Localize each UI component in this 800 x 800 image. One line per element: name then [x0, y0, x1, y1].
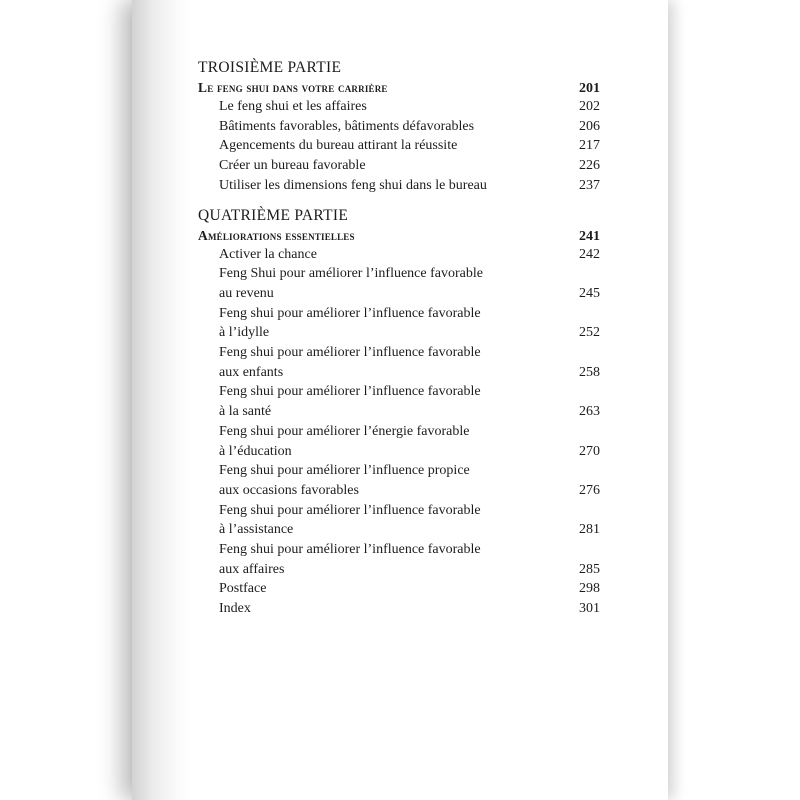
entry-title	[219, 501, 481, 540]
toc-entry	[198, 136, 600, 156]
entry-title	[219, 136, 457, 156]
toc-entry	[198, 382, 600, 421]
book-page	[132, 0, 668, 800]
toc-entry	[198, 264, 600, 303]
toc-entry	[198, 579, 600, 599]
entry-title	[219, 264, 483, 303]
entry-title	[219, 176, 487, 196]
section-title: Améliorations essentielles	[198, 227, 355, 243]
toc-entry	[198, 176, 600, 196]
entry-page-number: 270	[579, 443, 600, 459]
entry-page-number: 245	[579, 285, 600, 301]
entry-title-line: aux affaires	[219, 561, 285, 577]
entry-title-line: Postface	[219, 581, 267, 597]
entry-title	[219, 422, 469, 461]
toc-entry	[198, 599, 600, 619]
entry-title-line: Feng shui pour améliorer l’influence favorable	[219, 384, 481, 400]
entry-page-number: 298	[579, 581, 600, 597]
section-heading	[198, 226, 600, 245]
entry-page-number: 276	[579, 482, 600, 498]
entry-title	[219, 117, 474, 137]
entry-title	[219, 579, 266, 599]
entry-title-line: au revenu	[219, 285, 274, 301]
entry-title-line: Feng shui pour améliorer l’énergie favorable	[219, 423, 470, 439]
entry-title	[219, 156, 366, 176]
entry-title-line: à la santé	[219, 404, 272, 420]
toc-entry	[198, 422, 600, 461]
entry-page-number: 281	[579, 522, 600, 538]
entry-page-number: 206	[579, 118, 600, 134]
entry-title-line: à l’éducation	[219, 443, 292, 459]
toc-entry	[198, 540, 600, 579]
entry-title-line: Agencements du bureau attirant la réussite	[219, 138, 458, 154]
entry-title-line: Index	[219, 601, 251, 617]
entry-title	[219, 245, 317, 265]
entry-page-number: 301	[579, 601, 600, 617]
entry-title-line: Créer un bureau favorable	[219, 158, 366, 174]
part-spacer	[198, 196, 600, 206]
section-page-number: 201	[579, 81, 600, 96]
entry-page-number: 263	[579, 404, 600, 420]
entry-title	[219, 540, 481, 579]
table-of-contents	[198, 58, 600, 619]
entry-title	[219, 382, 481, 421]
toc-entry	[198, 304, 600, 343]
entry-title-line: Feng shui pour améliorer l’influence favorable	[219, 502, 481, 518]
entry-title-line: Feng shui pour améliorer l’influence favorable	[219, 542, 481, 558]
toc-entry	[198, 245, 600, 265]
part-title: TROISIÈME PARTIE	[198, 59, 342, 76]
entry-title-line: Feng shui pour améliorer l’influence propice	[219, 463, 470, 479]
toc-entry	[198, 501, 600, 540]
toc-entry	[198, 343, 600, 382]
part-title: QUATRIÈME PARTIE	[198, 206, 349, 224]
toc-entry	[198, 117, 600, 137]
entry-title-line: Bâtiments favorables, bâtiments défavorables	[219, 118, 475, 134]
entry-title-line: Utiliser les dimensions feng shui dans le bureau	[219, 177, 487, 193]
entry-page-number: 242	[579, 246, 600, 262]
toc-entry	[198, 156, 600, 176]
toc-entry	[198, 97, 600, 117]
entry-title-line: Activer la chance	[219, 246, 317, 262]
entry-page-number: 226	[579, 158, 600, 174]
entry-title-line: Le feng shui et les affaires	[219, 99, 367, 114]
section-title: Le feng shui dans votre carrière	[198, 80, 388, 95]
entry-page-number: 217	[579, 138, 600, 154]
entry-title-line: aux occasions favorables	[219, 482, 359, 498]
entry-page-number: 258	[579, 364, 600, 380]
entry-title	[219, 461, 470, 500]
entry-title	[219, 599, 251, 619]
entry-page-number: 202	[579, 99, 600, 114]
entry-title-line: à l’idylle	[219, 325, 270, 341]
toc-entry	[198, 461, 600, 500]
entry-title	[219, 304, 481, 343]
entry-title-line: à l’assistance	[219, 522, 294, 538]
entry-title-line: Feng Shui pour améliorer l’influence favorable	[219, 266, 483, 282]
section-page-number: 241	[579, 228, 600, 244]
entry-title	[219, 97, 367, 117]
entry-page-number: 237	[579, 177, 600, 193]
entry-title-line: Feng shui pour améliorer l’influence favorable	[219, 345, 481, 361]
entry-title-line: Feng shui pour améliorer l’influence favorable	[219, 305, 481, 321]
section-heading	[198, 78, 600, 97]
entry-title-line: aux enfants	[219, 364, 284, 380]
entry-title	[219, 343, 481, 382]
entry-page-number: 252	[579, 325, 600, 341]
entry-page-number: 285	[579, 561, 600, 577]
